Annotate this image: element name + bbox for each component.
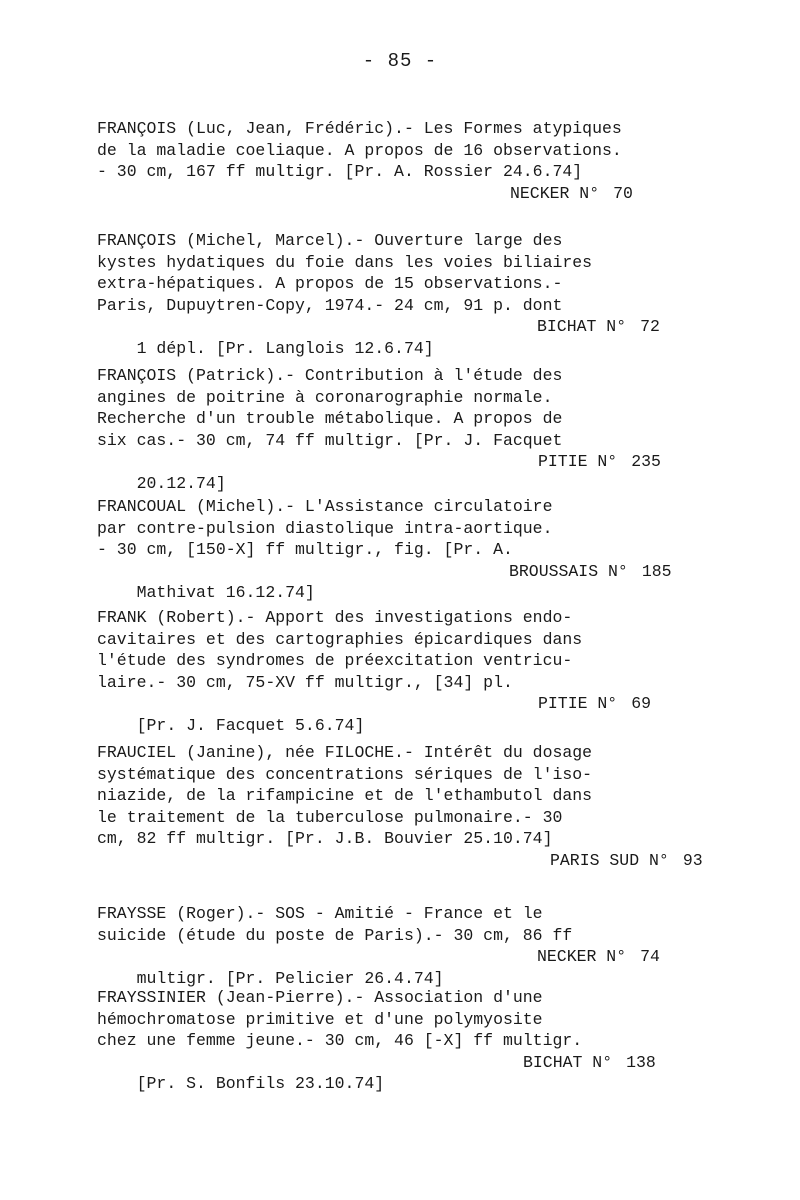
entry-line: de la maladie coeliaque. A propos de 16 observations.: [97, 140, 622, 160]
page-number: - 85 -: [362, 50, 438, 72]
bibliography-entry: [97, 987, 697, 1093]
library-number: 72: [640, 317, 660, 336]
library-name: NECKER N°: [510, 183, 600, 203]
entry-line: [Pr. S. Bonfils 23.10.74]: [136, 1074, 385, 1093]
entry-line: FRANÇOIS (Patrick).- Contribution à l'étude des: [97, 366, 563, 385]
entry-line: FRAYSSINIER (Jean-Pierre).- Association d'une: [97, 988, 543, 1007]
entry-line: six cas.- 30 cm, 74 ff multigr. [Pr. J. Facquet: [97, 430, 563, 450]
entry-line: le traitement de la tuberculose pulmonaire.- 30: [97, 807, 563, 827]
entry-line: FRAUCIEL (Janine), née FILOCHE.- Intérêt du dosage: [97, 743, 593, 762]
entry-line: - 30 cm, [150-X] ff multigr., fig. [Pr. A.: [97, 540, 513, 559]
entry-line: cavitaires et des cartographies épicardiques dans: [97, 629, 583, 649]
bibliography-entry: [97, 496, 697, 602]
library-location: [537, 946, 660, 968]
library-number: 70: [613, 183, 633, 203]
entry-line: multigr. [Pr. Pelicier 26.4.74]: [136, 968, 444, 988]
entry-line: l'étude des syndromes de préexcitation ventricu-: [97, 651, 573, 670]
library-location: [523, 1052, 656, 1074]
library-name: NECKER N°: [537, 947, 627, 966]
bibliography-entry: [97, 607, 697, 735]
entry-line: 1 dépl. [Pr. Langlois 12.6.74]: [136, 338, 434, 358]
entry-line: Recherche d'un trouble métabolique. A propos de: [97, 409, 563, 428]
entry-line: FRANÇOIS (Luc, Jean, Frédéric).- Les Formes atypiques: [97, 119, 622, 138]
entry-line: chez une femme jeune.- 30 cm, 46 [-X] ff multigr.: [97, 1031, 583, 1050]
entry-line: [Pr. J. Facquet 5.6.74]: [136, 715, 365, 735]
library-name: BICHAT N°: [523, 1052, 613, 1072]
entry-line: cm, 82 ff multigr. [Pr. J.B. Bouvier 25.10.74]: [97, 829, 553, 848]
library-name: BROUSSAIS N°: [509, 561, 628, 581]
entry-line: - 30 cm, 167 ff multigr. [Pr. A. Rossier 24.6.74]: [97, 162, 583, 181]
entry-line: angines de poitrine à coronarographie normale.: [97, 387, 553, 407]
entry-line: kystes hydatiques du foie dans les voies biliaires: [97, 252, 593, 272]
entry-line: suicide (étude du poste de Paris).- 30 cm, 86 ff: [97, 925, 573, 945]
library-number: 74: [640, 947, 660, 966]
entry-line: systématique des concentrations sériques de l'iso-: [97, 764, 593, 784]
library-location: [550, 850, 703, 872]
bibliography-entry: [97, 230, 697, 358]
entry-line: par contre-pulsion diastolique intra-aortique.: [97, 518, 553, 538]
entry-line: FRANK (Robert).- Apport des investigations endo-: [97, 608, 573, 627]
bibliography-entry: [97, 118, 697, 204]
library-number: 69: [631, 694, 652, 713]
bibliography-entry: [97, 742, 703, 871]
entry-line: 20.12.74]: [136, 473, 226, 493]
library-number: 138: [626, 1052, 656, 1072]
entry-line: FRAYSSE (Roger).- SOS - Amitié - France et le: [97, 904, 543, 923]
library-location: [509, 561, 672, 583]
entry-line: niazide, de la rifampicine et de l'ethambutol dans: [97, 786, 593, 805]
entry-line: laire.- 30 cm, 75-XV ff multigr., [34] pl.: [97, 672, 513, 692]
library-number: 185: [641, 561, 672, 581]
library-name: PITIE N°: [538, 694, 618, 713]
library-name: PARIS SUD N°: [550, 850, 669, 870]
library-location: [538, 451, 661, 473]
library-location: [510, 183, 633, 205]
bibliography-entry: [97, 903, 697, 988]
library-number: 235: [631, 452, 661, 471]
library-location: [538, 693, 651, 715]
entry-line: hémochromatose primitive et d'une polymyosite: [97, 1009, 543, 1029]
bibliography-entry: [97, 365, 697, 493]
library-name: PITIE N°: [538, 452, 618, 471]
library-location: [537, 316, 660, 338]
library-name: BICHAT N°: [537, 317, 627, 336]
entry-line: FRANÇOIS (Michel, Marcel).- Ouverture large des: [97, 231, 563, 250]
library-number: 93: [682, 850, 703, 870]
entry-line: FRANCOUAL (Michel).- L'Assistance circulatoire: [97, 497, 553, 516]
entry-line: extra-hépatiques. A propos de 15 observations.-: [97, 274, 563, 293]
entry-line: Mathivat 16.12.74]: [136, 583, 315, 602]
entry-line: Paris, Dupuytren-Copy, 1974.- 24 cm, 91 p. dont: [97, 295, 563, 315]
